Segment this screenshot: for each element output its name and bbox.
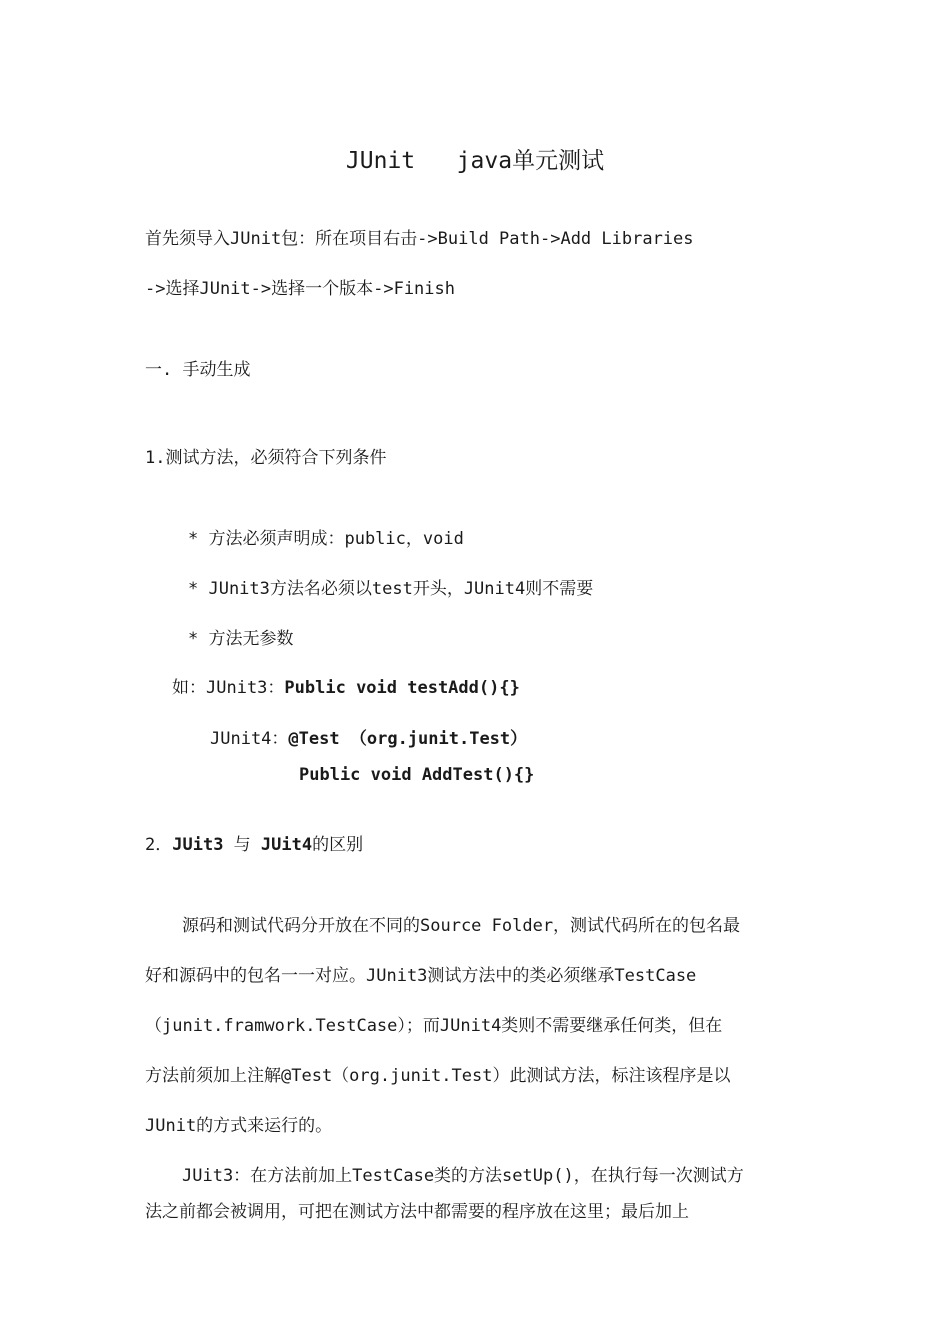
document-title: JUnit java单元测试 (345, 148, 605, 174)
heading-suffix: 的区别 (312, 835, 364, 855)
junit4-code: Public void AddTest(){} (299, 765, 535, 785)
heading-number: 2． (145, 835, 173, 855)
section-heading-manual: 一. 手动生成 (145, 360, 251, 380)
heading-junit3: JUit3 (172, 835, 224, 855)
junit4-annotation-note: （org.junit.Test） (349, 729, 528, 749)
paragraph-line: 源码和测试代码分开放在不同的Source Folder，测试代码所在的包名最 (182, 916, 741, 936)
example-junit4-line (210, 728, 527, 750)
bullet-item: * 方法无参数 (188, 629, 294, 649)
intro-line-1: 首先须导入JUnit包：所在项目右击->Build Path->Add Libraries (145, 229, 694, 249)
heading-connector: 与 (223, 835, 261, 855)
paragraph-line: JUnit的方式来运行的。 (145, 1116, 333, 1136)
intro-line-2: ->选择JUnit->选择一个版本->Finish (145, 279, 455, 299)
subsection-heading-differences (145, 834, 363, 856)
junit4-annotation: @Test (288, 729, 340, 749)
example-junit3-line (172, 677, 520, 699)
paragraph-line: 法之前都会被调用，可把在测试方法中都需要的程序放在这里；最后加上 (145, 1202, 689, 1222)
heading-junit4: JUit4 (260, 835, 313, 855)
paragraph-line: 方法前须加上注解@Test（org.junit.Test）此测试方法，标注该程序是以 (145, 1066, 731, 1086)
junit4-label: JUnit4： (210, 729, 289, 749)
paragraph-line: JUit3：在方法前加上TestCase类的方法setUp()，在执行每一次测试方 (182, 1166, 744, 1186)
junit3-code: Public void testAdd(){} (284, 678, 520, 698)
paragraph-line: 好和源码中的包名一一对应。JUnit3测试方法中的类必须继承TestCase (145, 966, 697, 986)
bullet-item: * 方法必须声明成：public，void (188, 529, 464, 549)
example-prefix: 如：JUnit3： (172, 678, 285, 698)
subsection-heading-test-methods: 1.测试方法，必须符合下列条件 (145, 448, 387, 468)
paragraph-line: （junit.framwork.TestCase）；而JUnit4类则不需要继承任何类，但在 (145, 1016, 723, 1036)
bullet-item: * JUnit3方法名必须以test开头，JUnit4则不需要 (188, 579, 594, 599)
